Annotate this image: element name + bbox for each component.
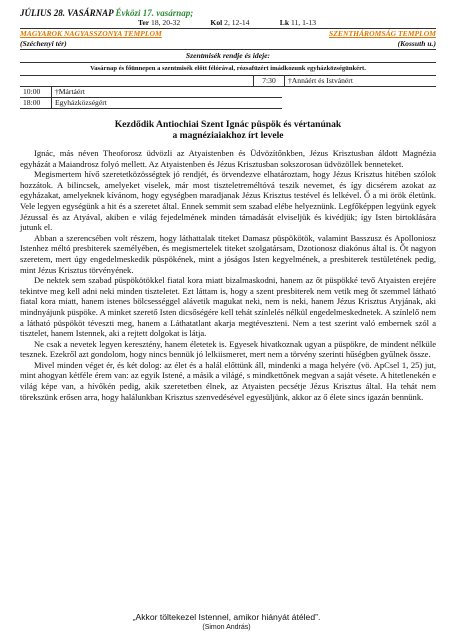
- sunday-name: Évközi 17. vasárnap;: [115, 8, 194, 18]
- mass-order-title: Szentmisék rendje és ideje:: [20, 50, 436, 63]
- rosary-notice: Vasárnap és főünnepen a szentmisék előtt félórával, rózsafüzért imádkozunk egyházközségünkért.: [20, 63, 436, 76]
- mass-row-left-1: [20, 87, 282, 98]
- church-right: SZENTHÁROMSÁG TEMPLOM: [329, 29, 436, 38]
- bulletin-page: [20, 8, 436, 402]
- church-names: [20, 29, 436, 39]
- article-body: [20, 148, 436, 402]
- square-left: (Széchenyi tér): [20, 39, 67, 48]
- church-locations: [20, 39, 436, 50]
- paragraph: Ignác, más néven Theoforosz üdvözli az Atyaistenben és Üdvözítőnkben, Jézus Krisztusban áldott Magnézia egyházát a Maiandrosz folyó mellett. Az Atyaistenben és Jézus Krisztusban sokszorosan üdvözöllek benneteket.: [20, 148, 436, 169]
- bulletin-header: [20, 8, 436, 109]
- paragraph: Mivel minden véget ér, és két dolog: az élet és a halál előttünk áll, mindenki a maga helyére (vö. ApCsel 1, 25) jut, mint ahogyan kétféle érem van: az egyik Istené, a másik a világé, s mindkettőnek megvan a saját vésete. A hitetlenekén e világ képe van, a hívőkén pedig, akik szeretetben élnek, az Atyaisten pecsétje Jézus Krisztus által. Ha tehát nem törekszünk erősen arra, hogy halálunkban Krisztus szenvedésével egyesüljünk, akkor az ő élete sincs igazán bennünk.: [20, 359, 436, 402]
- date: JÚLIUS 28. VASÁRNAP: [20, 8, 114, 18]
- date-line: [20, 8, 436, 18]
- mass-intention: †Annáért és Istvánért: [284, 76, 436, 86]
- mass-time: 10:00: [20, 87, 52, 97]
- reading-3: Lk 11, 1-13: [279, 18, 316, 27]
- mass-intention: †Mártáért: [55, 87, 85, 96]
- readings-line: [20, 18, 436, 29]
- mass-intention: Egyházközségért: [55, 98, 107, 107]
- reading-1: Ter 18, 20-32: [138, 18, 181, 27]
- closing-quote: „Akkor töltekezel Istennel, amikor hiányát átéled”.: [132, 612, 321, 622]
- mass-time: 18:00: [20, 98, 52, 108]
- mass-row-left-2: [20, 98, 282, 109]
- paragraph: Ne csak a nevetek legyen keresztény, hanem életetek is. Egyesek hivatkoznak ugyan a püspökre, de mindent nélküle tesznek. Ezekről azt gondolom, hogy nincs bennük jó lelkiismeret, mert nem a törvény szerinti hűségben gyűlnek össze.: [20, 338, 436, 360]
- paragraph: De nektek sem szabad püspökötökkel fiatal kora miatt bizalmaskodni, hanem az őt püspökké tevő Atyaisten erejére tekintve meg kell adni neki minden tiszteletet. Ezt láttam is, hogy a szent presbiterek nem vetik meg őt szemmel látható fiatal kora miatt, hanem istenes bölcsességgel alávetik magukat neki, nem is neki, hanem Jézus Krisztus Atyjának, aki mindnyájunk püspöke. A minket szerető Isten dicsőségére kell tehát színlelés nélkül engedelmeskednetek. A színlelő nem a látható püspököt téveszti meg, hanem a Láthatatlant akarja megtéveszteni. Nem a test szerint való embernek szól a tisztelet, hanem Istennek, aki a rejtett dolgokat is látja.: [20, 275, 436, 339]
- church-left: MAGYAROK NAGYASSZONYA TEMPLOM: [20, 29, 162, 38]
- mass-time: 7:30: [253, 76, 284, 86]
- square-right: (Kossuth u.): [397, 39, 436, 48]
- paragraph: Megismertem hívő szeretetközösségtek jó rendjét, és örvendezve elhatároztam, hogy Jézus Krisztus hitében szólok hozzátok. A bilincsek, amelyeket viselek, már most tiszteletreméltóvá teszik nevemet, és így dicsérem azokat az egyházakat, amelyeknek kívánom, hogy egységben maradjanak Jézus Krisztus testével és lelkével. Ő a mi örök életünk. Vele legyen egységünk a hit és a szeretet által. Ennek semmit sem szabad elébe helyeznünk. Legfőképpen legyünk egyek Jézussal és az Atyával, akiben e világ fejedelmének minden támadását elviseljük és kivédjük; így Isten birtoklására jutunk el.: [20, 169, 436, 233]
- paragraph: Abban a szerencsében volt részem, hogy láthattalak titeket Damasz püspökötök, valamint Basszusz és Apolloniosz Istenhez méltó presbiterek személyében, és megismertelek titeket szolgatársam, Dzotionosz diakónus által is. Őt nagyon szeretem, mert úgy engedelmeskedik püspökének, mint a jóságos Isten kegyelmének, a presbiterek testületének pedig, mint Jézus Krisztus törvényének.: [20, 232, 436, 275]
- quote-author: (Simon András): [202, 624, 251, 631]
- mass-row-right: [20, 76, 436, 87]
- article-title: Kezdődik Antiochiai Szent Ignác püspök és vértanúnak a magnéziaiakhoz írt levele: [114, 119, 342, 141]
- reading-2: Kol 2, 12-14: [210, 18, 250, 27]
